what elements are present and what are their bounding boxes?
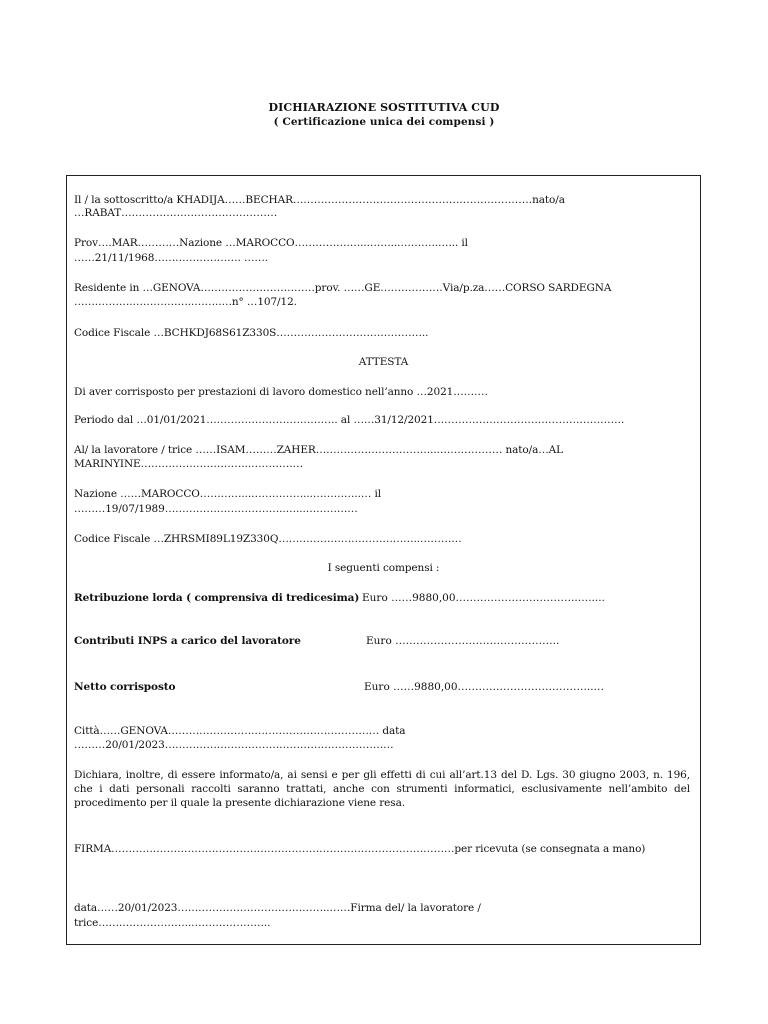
worker-signature-line: trice…….………………..…………………..	[74, 917, 271, 929]
gross-pay-label: Retribuzione lorda ( comprensiva di tredicesima)	[74, 592, 360, 604]
residence-line: Residente in …GENOVA……………………………prov. ……GE………………Via/p.za……CORSO SARDEGNA	[74, 282, 612, 294]
inps-amount: Euro ………………………………………..	[366, 635, 560, 647]
worker-birthplace-line: MARINYINE…………………………..……………	[74, 458, 304, 470]
worker-tax-code-line: Codice Fiscale …ZHRSMI89L19Z330Q…………………………………..…………	[74, 533, 462, 545]
date-value-line: ………20/01/2023…………………………………………………………	[74, 739, 394, 751]
compensi-intro: I seguenti compensi :	[327, 562, 440, 574]
worker-name-line: Al/ la lavoratore / trice ……ISAM………ZAHER……………………………...……………… nato/a…AL	[74, 444, 563, 456]
net-pay-label: Netto corrisposto	[74, 681, 176, 693]
net-pay-amount: Euro ……9880,00………………………………...…	[364, 681, 605, 693]
privacy-statement: Dichiara, inoltre, di essere informato/a, ai sensi e per gli effetti di cui all’art.13 del D. Lgs. 30 giugno 2003, n. 196, che i dati personali raccolti saranno trattati, anche con strumenti informatici, esclusivamente nell’ambito del procedimento per il quale la presente dichiarazione viene resa.	[74, 769, 690, 809]
worker-signature-date-line: data……20/01/2023……………………………………..……Firma del/ la lavoratore /	[74, 902, 481, 914]
city-date-line: Città……GENOVA…………………….……………………………… data	[74, 725, 406, 737]
attesta-heading: ATTESTA	[358, 356, 409, 368]
year-line: Di aver corrisposto per prestazioni di lavoro domestico nell’anno …2021……….	[74, 386, 488, 398]
period-line: Periodo dal …01/01/2021……………………………….. al ……31/12/2021……………………………………………….	[74, 414, 625, 426]
province-nation-line: Prov….MAR…………Nazione …MAROCCO…………….…...……...………..…... il	[74, 237, 468, 249]
inps-label: Contributi INPS a carico del lavoratore	[74, 635, 301, 647]
declarant-name-line: Il / la sottoscritto/a KHADIJA……BECHAR……………………………………………………………nato/a	[74, 194, 565, 206]
worker-nation-line: Nazione ……MAROCCO…………...……………...…………..… il	[74, 488, 382, 500]
document-title: DICHIARAZIONE SOSTITUTIVA CUD	[268, 101, 500, 114]
street-number-line: …….……….………….…..……..…n° …107/12.	[74, 296, 297, 308]
declarant-tax-code-line: Codice Fiscale …BCHKDJ68S61Z330S……………………………………..	[74, 327, 429, 339]
worker-birthdate-line: ………19/07/1989……………………………..…...……………	[74, 503, 358, 515]
birthplace-line: …RABAT………………………………………	[74, 207, 278, 219]
form-box	[66, 175, 701, 945]
gross-pay-amount: Euro ……9880,00……………………………..….....	[362, 592, 605, 604]
birthdate-line: ……21/11/1968……………………. …….	[74, 252, 269, 264]
document-subtitle: ( Certificazione unica dei compensi )	[273, 116, 495, 128]
signature-line: FIRMA………………………………………………………………………………………per ricevuta (se consegnata a mano)	[74, 843, 646, 855]
